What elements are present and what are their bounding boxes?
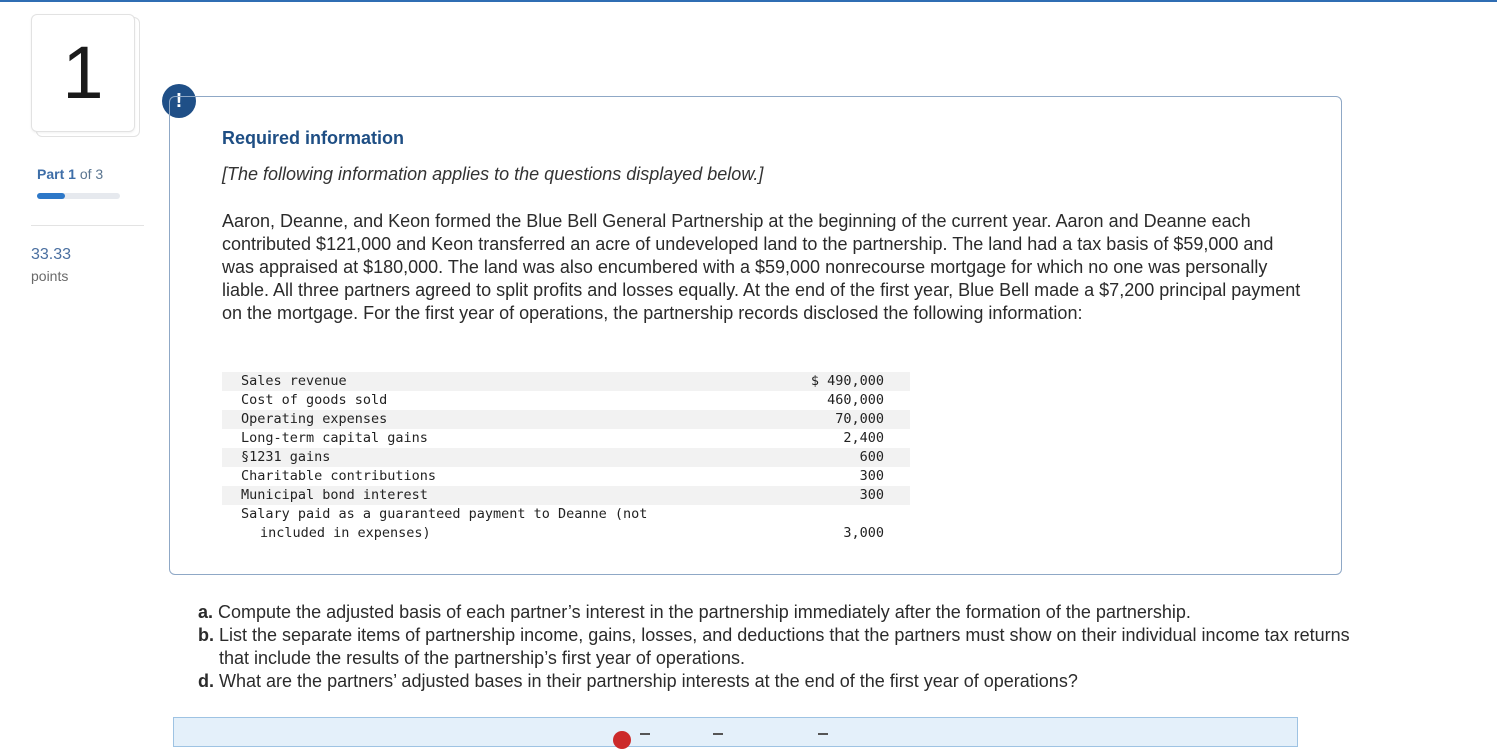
row-amount: 70,000 [684, 410, 910, 429]
question-text: List the separate items of partnership income, gains, losses, and deductions that the partners must show on their individual income tax returns that include the results of the partnership’s first year of operations. [219, 625, 1350, 668]
question-letter: d. [198, 671, 214, 691]
financial-data-table [222, 372, 910, 543]
question-text: What are the partners’ adjusted bases in their partnership interests at the end of the first year of operations? [219, 671, 1078, 691]
question-letter: b. [198, 625, 214, 645]
row-label: Cost of goods sold [241, 392, 388, 408]
part-total: of 3 [79, 166, 104, 182]
question-number-card [31, 14, 135, 132]
question-number: 1 [62, 31, 104, 114]
required-info-intro: [The following information applies to the questions displayed below.] [222, 164, 764, 184]
row-label: Long-term capital gains [241, 430, 428, 446]
row-label: Municipal bond interest [222, 486, 684, 505]
row-label-continued: included in expenses) [260, 525, 431, 541]
cut-off-text-fragment [818, 733, 828, 735]
question-list [182, 601, 1362, 693]
points-label: points [31, 268, 69, 284]
question-letter: a. [198, 602, 214, 622]
row-amount: 3,000 [843, 525, 884, 541]
left-divider [31, 225, 144, 226]
row-amount: 2,400 [843, 430, 884, 446]
cut-off-text-fragment [713, 733, 723, 735]
cut-off-text-fragment [640, 733, 650, 735]
question-item-a [182, 601, 1362, 624]
table-row [222, 372, 910, 391]
table-row [222, 429, 910, 448]
part-indicator [37, 166, 103, 182]
table-row [222, 505, 910, 543]
row-amount: 460,000 [827, 392, 884, 408]
row-amount: 600 [684, 448, 910, 467]
row-amount: $ 490,000 [684, 372, 910, 391]
table-row [222, 391, 910, 410]
required-info-paragraph: Aaron, Deanne, and Keon formed the Blue Bell General Partnership at the beginning of the current year. Aaron and Deanne each contributed $121,000 and Keon transferred an acre of undeveloped land to the partnership. The land had a tax basis of $59,000 and was appraised at $180,000. The land was also encumbered with a $59,000 nonrecourse mortgage for which no one was personally liable. All three partners agreed to split profits and losses equally. At the end of the first year, Blue Bell made a $7,200 principal payment on the mortgage. For the first year of operations, the partnership records disclosed the following information: [222, 211, 1301, 323]
incomplete-status-icon [613, 731, 631, 749]
part-progress-fill [37, 193, 65, 199]
alert-icon: ! [162, 84, 196, 118]
question-item-b [182, 624, 1362, 670]
row-label: §1231 gains [222, 448, 684, 467]
table-row [222, 448, 910, 467]
table-row [222, 467, 910, 486]
top-accent-rule [0, 0, 1497, 2]
row-label: Sales revenue [222, 372, 684, 391]
question-item-d [182, 670, 1362, 693]
row-label: Operating expenses [222, 410, 684, 429]
row-label-multiline [222, 505, 684, 543]
required-info-title: Required information [222, 128, 405, 148]
table-row [222, 410, 910, 429]
row-amount: 300 [684, 486, 910, 505]
answer-panel[interactable] [173, 717, 1298, 747]
row-label: Charitable contributions [241, 468, 437, 484]
points-value: 33.33 [31, 246, 72, 263]
row-amount: 300 [859, 468, 884, 484]
part-progress-bar [37, 193, 120, 199]
table-row [222, 486, 910, 505]
row-label: Salary paid as a guaranteed payment to Deanne (not [241, 506, 648, 522]
part-current: Part 1 [37, 166, 76, 182]
question-text: Compute the adjusted basis of each partner’s interest in the partnership immediately after the formation of the partnership. [218, 602, 1191, 622]
